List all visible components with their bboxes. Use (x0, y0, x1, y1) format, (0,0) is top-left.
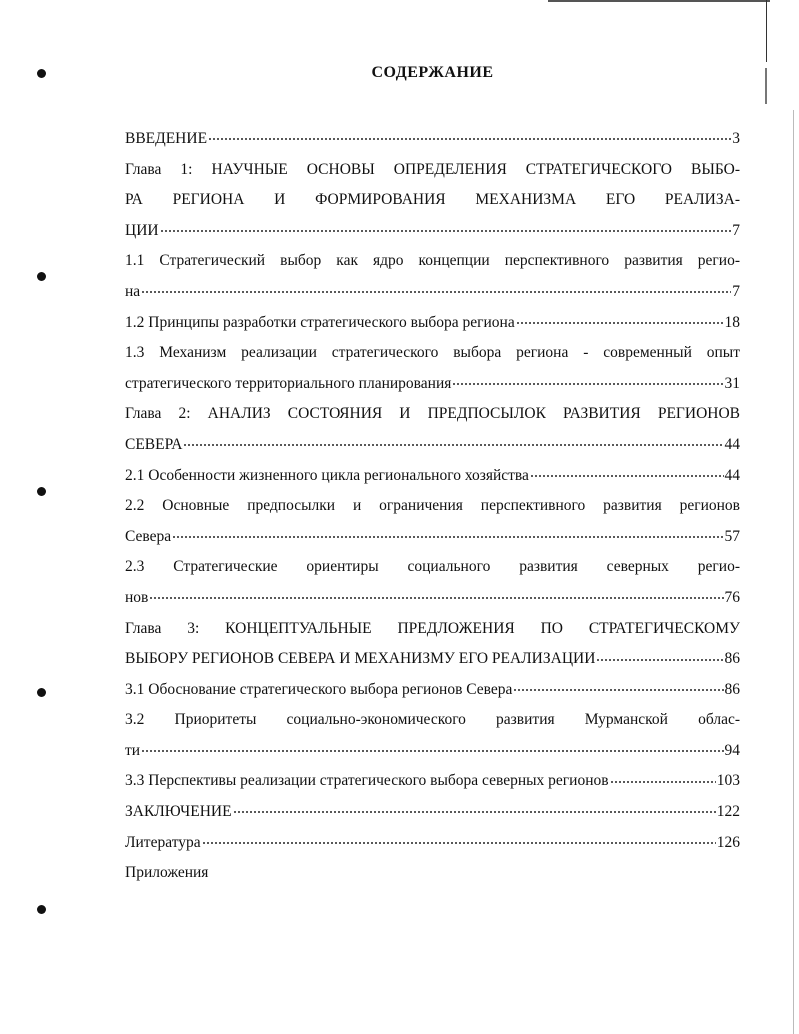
binder-hole-icon (37, 69, 46, 78)
toc-entry-title: 2.1 Особенности жизненного цикла регионального хозяйства (125, 466, 529, 484)
toc-entry-line: 3.2 Приоритеты социально-экономического развития Мурманской облас- (125, 711, 740, 729)
toc-entry (125, 155, 740, 247)
toc-entry (125, 828, 740, 859)
toc-entry (125, 461, 740, 492)
toc-appendix: Приложения (125, 864, 209, 882)
dot-leader (596, 646, 723, 663)
toc-entry-title: на (125, 282, 141, 300)
toc-entry (125, 399, 740, 460)
dot-leader (530, 462, 724, 479)
page-title: СОДЕРЖАНИЕ (371, 64, 494, 81)
scan-edge-mark (765, 68, 767, 104)
dot-leader (202, 830, 716, 847)
dot-leader (172, 524, 723, 541)
toc-entry (125, 308, 740, 339)
toc-entry-title: нов (125, 588, 149, 606)
toc-entry-line: 2.2 Основные предпосылки и ограничения перспективного развития регионов (125, 497, 740, 515)
toc-page-number: 57 (724, 527, 740, 545)
toc-entry (125, 705, 740, 766)
toc-entry-line: РА РЕГИОНА И ФОРМИРОВАНИЯ МЕХАНИЗМА ЕГО РЕАЛИЗА- (125, 191, 740, 209)
toc-page-number: 31 (724, 374, 740, 392)
toc-page-number: 44 (724, 466, 740, 484)
toc-entry (125, 766, 740, 797)
toc-entry (125, 338, 740, 399)
dot-leader (208, 126, 731, 143)
toc-entry-title: 3.1 Обоснование стратегического выбора регионов Севера (125, 680, 513, 698)
toc-page-number: 94 (724, 741, 740, 759)
dot-leader (513, 677, 723, 694)
toc-entry (125, 675, 740, 706)
toc-entry-title: ВЫБОРУ РЕГИОНОВ СЕВЕРА И МЕХАНИЗМУ ЕГО РЕАЛИЗАЦИИ (125, 650, 596, 668)
toc-entry-title: ти (125, 741, 141, 759)
toc-entry-line: 1.1 Стратегический выбор как ядро концепции перспективного развития регио- (125, 252, 740, 270)
dot-leader (233, 799, 716, 816)
toc-entry (125, 491, 740, 552)
toc-entry-title: Литература (125, 833, 201, 851)
toc-page-number: 18 (724, 313, 740, 331)
toc-entry (125, 797, 740, 828)
toc-page-number: 7 (732, 282, 740, 300)
toc-page-number: 86 (724, 650, 740, 668)
dot-leader (610, 768, 716, 785)
toc-entry-title: СЕВЕРА (125, 435, 183, 453)
binder-hole-icon (37, 905, 46, 914)
toc-entry-line: Глава 3: КОНЦЕПТУАЛЬНЫЕ ПРЕДЛОЖЕНИЯ ПО СТРАТЕГИЧЕСКОМУ (125, 619, 740, 637)
toc-entry-title: 1.2 Принципы разработки стратегического выбора региона (125, 313, 515, 331)
dot-leader (149, 585, 723, 602)
scan-edge-right-faint (793, 110, 794, 1034)
dot-leader (141, 738, 723, 755)
toc-page-number: 122 (716, 803, 740, 821)
toc-page-number: 7 (732, 221, 740, 239)
toc-entry-title: Севера (125, 527, 172, 545)
binder-hole-icon (37, 688, 46, 697)
toc-entry (125, 552, 740, 613)
binder-hole-icon (37, 487, 46, 496)
dot-leader (141, 279, 731, 296)
toc-entry-line: 1.3 Механизм реализации стратегического выбора региона - современный опыт (125, 344, 740, 362)
scan-edge-right (766, 0, 767, 62)
toc-entry-line: Глава 1: НАУЧНЫЕ ОСНОВЫ ОПРЕДЕЛЕНИЯ СТРАТЕГИЧЕСКОГО ВЫБО- (125, 160, 740, 178)
toc-entry (125, 124, 740, 155)
toc-page-number: 86 (724, 680, 740, 698)
toc-page-number: 3 (732, 130, 740, 147)
toc-entry-title: ЦИИ (125, 221, 159, 239)
toc-page-number: 103 (716, 772, 740, 790)
table-of-contents (125, 124, 740, 889)
toc-entry-title: 3.3 Перспективы реализации стратегического выбора северных регионов (125, 772, 609, 790)
toc-entry-title: ЗАКЛЮЧЕНИЕ (125, 803, 232, 821)
toc-entry-line: 2.3 Стратегические ориентиры социального развития северных регио- (125, 558, 740, 576)
toc-page-number: 126 (716, 833, 740, 851)
toc-entry (125, 246, 740, 307)
toc-entry (125, 614, 740, 675)
toc-page-number: 76 (724, 588, 740, 606)
toc-entry-title: стратегического территориального планирования (125, 374, 452, 392)
dot-leader (452, 371, 723, 388)
dot-leader (160, 218, 732, 235)
toc-entry-line: Глава 2: АНАЛИЗ СОСТОЯНИЯ И ПРЕДПОСЫЛОК РАЗВИТИЯ РЕГИОНОВ (125, 405, 740, 423)
scan-edge-top (548, 0, 770, 2)
dot-leader (516, 310, 724, 327)
toc-entry-title: ВВЕДЕНИЕ (125, 130, 208, 147)
dot-leader (183, 432, 723, 449)
toc-page-number: 44 (724, 435, 740, 453)
binder-hole-icon (37, 272, 46, 281)
